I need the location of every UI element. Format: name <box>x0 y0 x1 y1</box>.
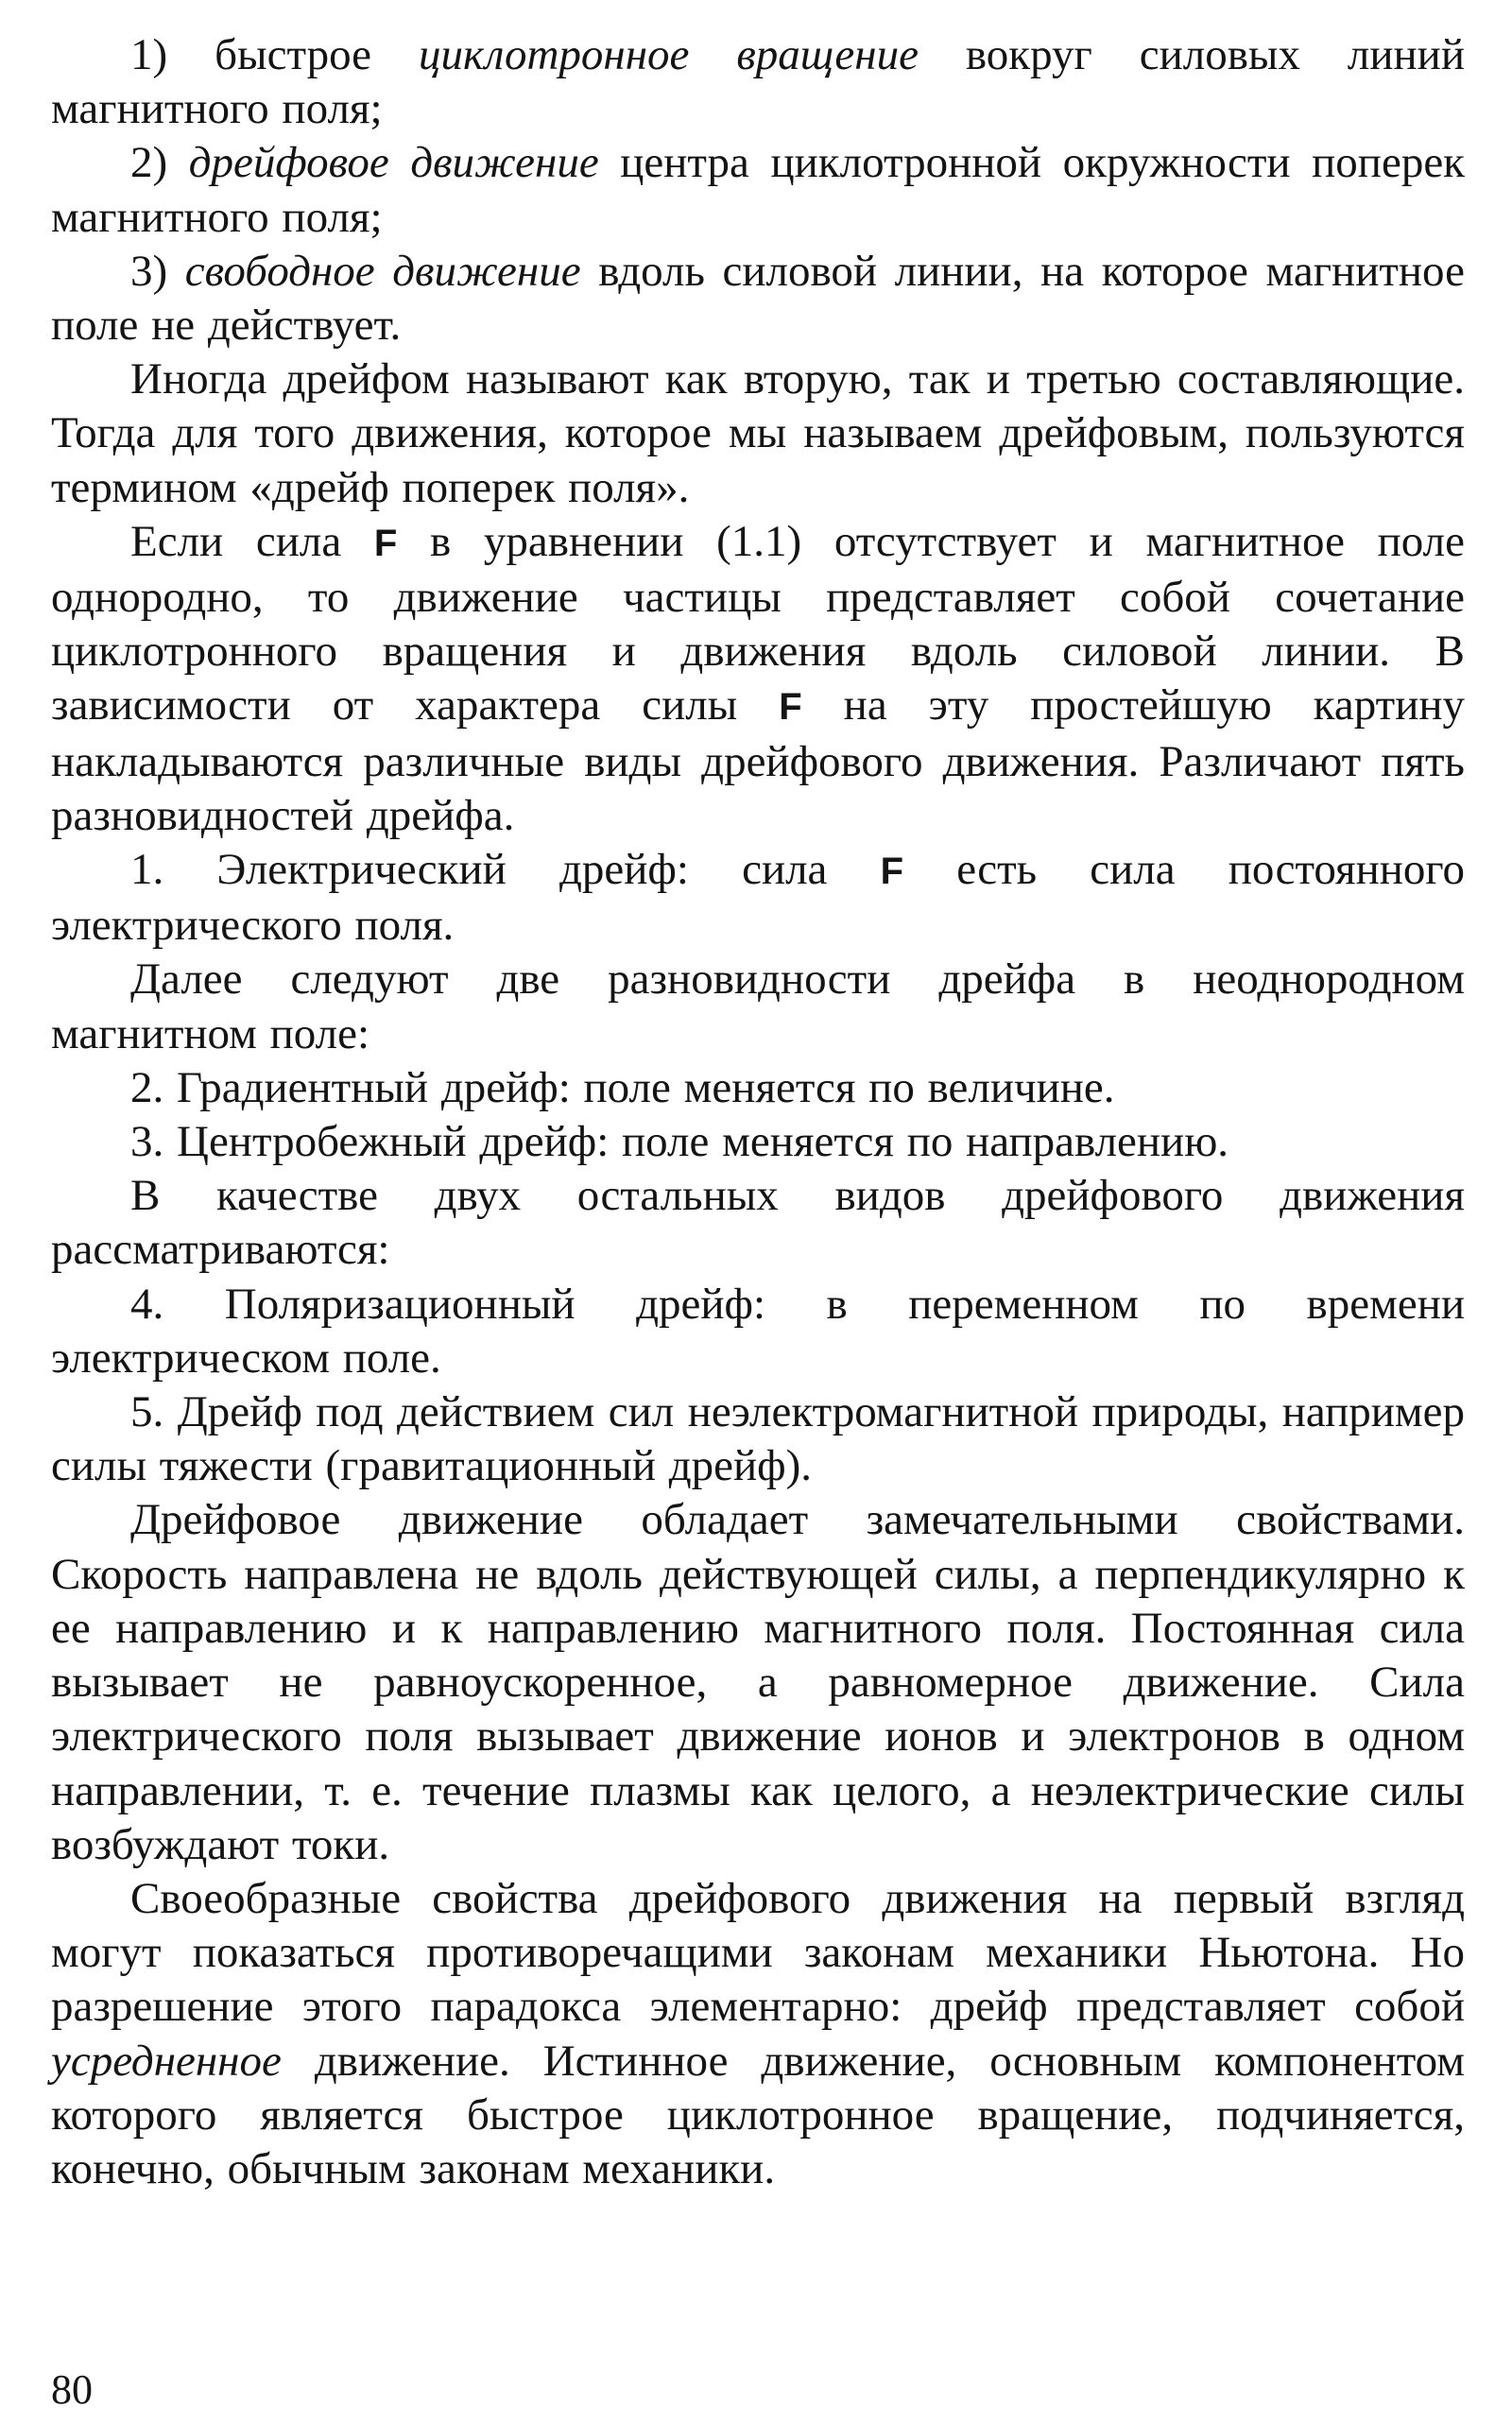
page-number: 80 <box>51 2366 93 2413</box>
paragraph-list-item-3 <box>51 245 1465 352</box>
paragraph-drift-kinds <box>51 515 1465 843</box>
text-run: вокруг силовых линий магнитного поля; <box>51 30 1465 134</box>
text-run: 3) <box>130 246 185 296</box>
paragraph-drift-terminology: Иногда дрейфом называют как вторую, так и третью составляющие. Тогда для того движения, которое мы называем дрейфовым, пользуются термином «дрейф поперек поля». <box>51 354 1465 512</box>
text-run: вдоль силовой линии, на которое магнитное поле не действует. <box>51 246 1465 351</box>
force-symbol: F <box>779 686 802 729</box>
text-run: Если сила <box>130 516 374 566</box>
paragraph-gravitational-drift: 5. Дрейф под действием сил неэлектромагнитной природы, например силы тяжести (гравитационный дрейф). <box>51 1387 1465 1491</box>
text-run: 1) быстрое <box>130 30 419 79</box>
paragraph-drift-properties: Дрейфовое движение обладает замечательными свойствами. Скорость направлена не вдоль действующей силы, а перпендикулярно к ее направлению и к направлению магнитного поля. Постоянная сила вызывает не равноускоренное, а равномерное движение. Сила электрического поля вызывает движение ионов и электронов в одном направлении, т. е. течение плазмы как целого, а неэлектрические силы возбуждают токи. <box>51 1495 1465 1869</box>
text-run: Своеобразные свойства дрейфового движения на первый взгляд могут показаться противоречащими законам механики Ньютона. Но разрешение этого парадокса элементарно: дрейф представляет собой <box>51 1873 1465 2032</box>
text-run: есть сила постоянного электрического поля. <box>51 845 1465 951</box>
page-body <box>51 28 1465 2196</box>
paragraph-inhomogeneous-intro: Далее следуют две разновидности дрейфа в неоднородном магнитном поле: <box>51 954 1465 1058</box>
italic-term: циклотронное вращение <box>418 30 919 79</box>
text-run: в уравнении (1.1) отсутствует и магнитное поле однородно, то движение частицы представляет собой сочетание циклотронного вращения и движения вдоль силовой линии. В зависимости от характера силы <box>51 516 1466 731</box>
force-symbol: F <box>373 522 398 564</box>
text-run: центра циклотронной окружности поперек магнитного поля; <box>51 138 1466 242</box>
paragraph-gradient-drift: 2. Градиентный дрейф: поле меняется по величине. <box>130 1062 1115 1112</box>
paragraph-other-kinds-intro: В качестве двух остальных видов дрейфового движения рассматриваются: <box>51 1171 1465 1275</box>
italic-term: дрейфовое движение <box>188 138 599 188</box>
text-run: движение. Истинное движение, основным компонентом которого является быстрое циклотронное вращение, подчиняется, конечно, обычным законам механики. <box>51 2036 1465 2193</box>
paragraph-newton-paradox <box>51 1872 1465 2196</box>
paragraph-electric-drift <box>51 843 1465 953</box>
text-run: 2) <box>130 138 189 188</box>
paragraph-list-item-1 <box>51 28 1465 136</box>
italic-term: усредненное <box>51 2036 282 2086</box>
italic-term: свободное движение <box>184 246 581 296</box>
text-run: на эту простейшую картину накладываются различные виды дрейфового движения. Различают пять разновидностей дрейфа. <box>51 680 1465 840</box>
paragraph-list-item-2 <box>51 136 1465 244</box>
paragraph-polarization-drift: 4. Поляризационный дрейф: в переменном по времени электрическом поле. <box>51 1279 1465 1383</box>
text-run: 1. Электрический дрейф: сила <box>130 845 881 895</box>
paragraph-centrifugal-drift: 3. Центробежный дрейф: поле меняется по направлению. <box>130 1117 1229 1167</box>
force-symbol: F <box>880 851 904 893</box>
